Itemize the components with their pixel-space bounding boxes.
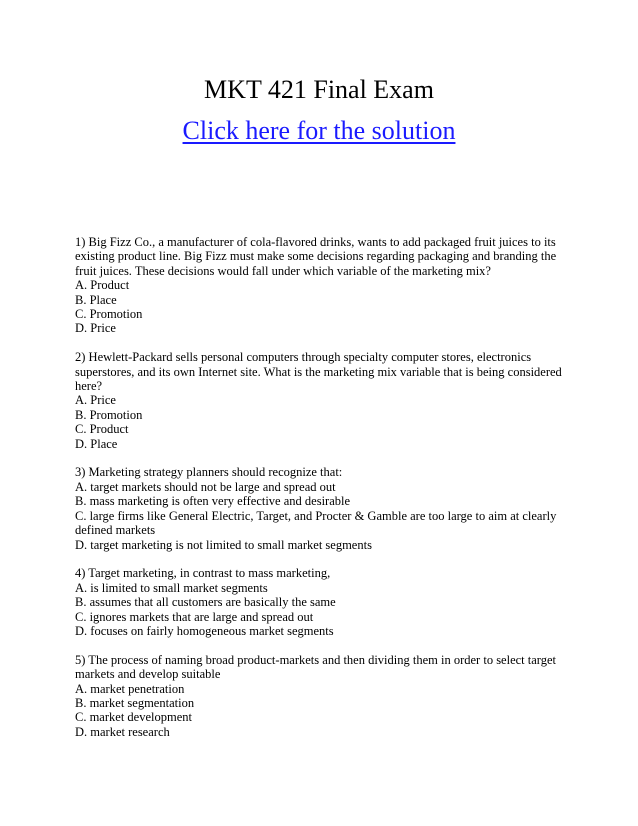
answer-option: C. ignores markets that are large and spread out bbox=[75, 609, 314, 624]
question-text: 1) Big Fizz Co., a manufacturer of cola-flavored drinks, wants to add packaged fruit juices to its existing product line. Big Fizz must make some decisions regarding packaging and branding the fruit juices. These decisions would fall under which variable of the marketing mix? bbox=[75, 235, 557, 278]
answer-option: D. Price bbox=[75, 321, 116, 336]
answer-option: A. Price bbox=[75, 393, 116, 408]
answer-option: B. Promotion bbox=[75, 407, 143, 422]
question-3 bbox=[75, 465, 575, 551]
question-2 bbox=[75, 350, 575, 451]
answer-option: B. assumes that all customers are basically the same bbox=[75, 595, 336, 610]
answer-option: C. Product bbox=[75, 422, 129, 437]
answer-option: D. focuses on fairly homogeneous market segments bbox=[75, 623, 334, 638]
answer-option: B. mass marketing is often very effective and desirable bbox=[75, 494, 351, 509]
question-1 bbox=[75, 235, 575, 336]
question-text: 3) Marketing strategy planners should recognize that: bbox=[75, 465, 343, 480]
question-5 bbox=[75, 653, 575, 739]
answer-option: A. target markets should not be large and spread out bbox=[75, 479, 336, 494]
questions-list bbox=[75, 235, 575, 754]
answer-option: A. is limited to small market segments bbox=[75, 580, 268, 595]
answer-option: D. target marketing is not limited to small market segments bbox=[75, 537, 372, 552]
solution-link-container bbox=[0, 115, 638, 147]
answer-option: D. market research bbox=[75, 724, 170, 739]
document-title: MKT 421 Final Exam bbox=[204, 75, 434, 104]
solution-link[interactable]: Click here for the solution bbox=[182, 116, 456, 145]
answer-option: A. Product bbox=[75, 278, 130, 293]
question-text: 2) Hewlett-Packard sells personal computers through specialty computer stores, electronics superstores, and its own Internet site. What is the marketing mix variable that is being considered here? bbox=[75, 350, 562, 394]
answer-option: B. Place bbox=[75, 292, 117, 307]
question-text: 4) Target marketing, in contrast to mass marketing, bbox=[75, 566, 331, 581]
answer-option: C. market development bbox=[75, 710, 192, 725]
question-4 bbox=[75, 566, 575, 638]
question-text: 5) The process of naming broad product-markets and then dividing them in order to select target markets and develop suitable bbox=[75, 652, 556, 682]
answer-option: D. Place bbox=[75, 436, 118, 451]
answer-option: B. market segmentation bbox=[75, 695, 195, 710]
answer-option: C. Promotion bbox=[75, 307, 143, 322]
answer-option: C. large firms like General Electric, Target, and Procter & Gamble are too large to aim at clearly defined markets bbox=[75, 508, 557, 538]
answer-option: A. market penetration bbox=[75, 681, 185, 696]
